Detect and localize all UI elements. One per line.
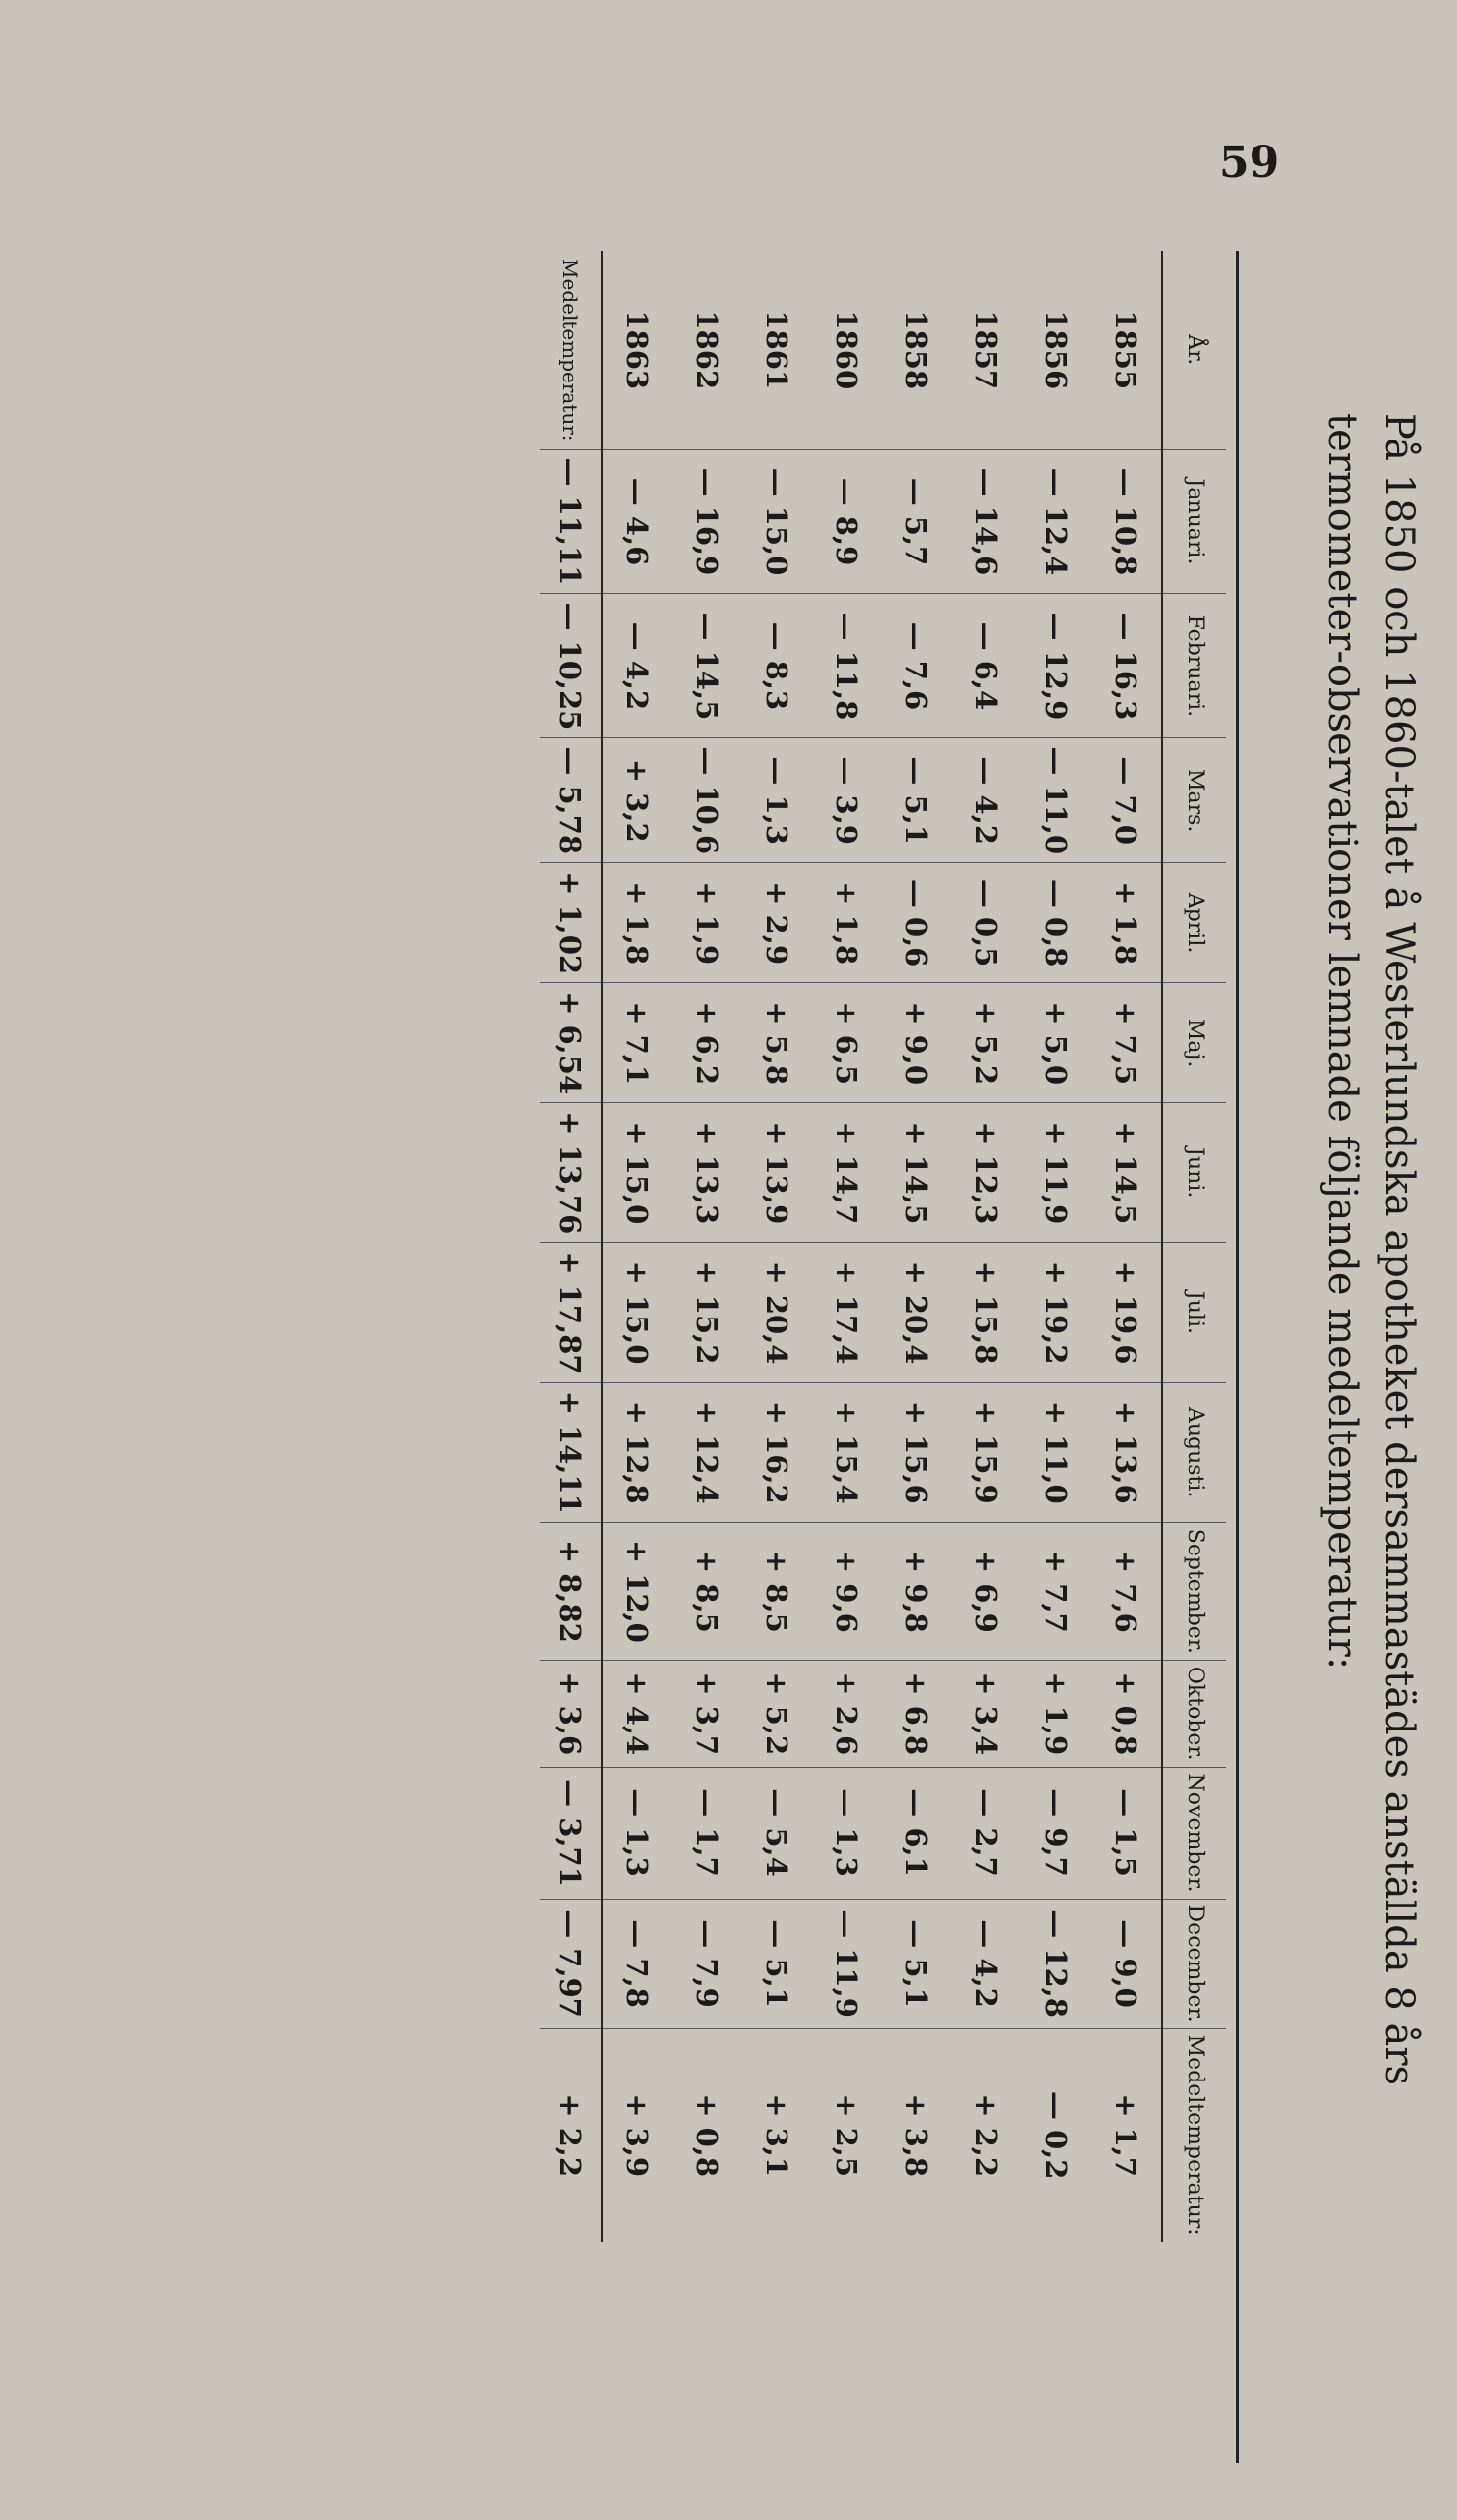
value-cell: + 7,1 <box>602 983 672 1103</box>
year-cell: 1860 <box>830 310 864 390</box>
column-header: Medeltemperatur: <box>1162 2028 1226 2242</box>
table-row <box>952 251 1021 2242</box>
value-cell: — 11,9 <box>812 1899 882 2028</box>
value-cell: + 13,9 <box>742 1103 812 1243</box>
value-cell: + 15,9 <box>952 1382 1021 1522</box>
value-cell: + 15,0 <box>602 1243 672 1382</box>
value-cell: — 8,9 <box>812 449 882 594</box>
value-cell: + 1,8 <box>1091 863 1162 983</box>
value-cell: + 9,0 <box>882 983 952 1103</box>
value-cell: — 1,7 <box>672 1767 742 1899</box>
column-header: September. <box>1162 1522 1226 1660</box>
table-row <box>742 251 812 2242</box>
value-cell: + 20,4 <box>882 1243 952 1382</box>
value-cell: + 2,9 <box>742 863 812 983</box>
value-cell: + 1,9 <box>1021 1660 1091 1767</box>
value-cell: — 2,7 <box>952 1767 1021 1899</box>
value-cell: — 10,6 <box>672 738 742 863</box>
column-header: Januari. <box>1162 449 1226 594</box>
value-cell: + 15,2 <box>672 1243 742 1382</box>
value-cell: — 9,0 <box>1091 1899 1162 2028</box>
value-cell: + 14,5 <box>1091 1103 1162 1243</box>
value-cell: — 12,4 <box>1021 449 1091 594</box>
column-header: Februari. <box>1162 594 1226 738</box>
value-cell: — 15,0 <box>742 449 812 594</box>
mean-value-cell: — 7,97 <box>540 1899 602 2028</box>
value-cell: — 12,9 <box>1021 594 1091 738</box>
value-cell: + 6,8 <box>882 1660 952 1767</box>
mean-value-cell: — 3,71 <box>540 1767 602 1899</box>
value-cell: — 6,1 <box>882 1767 952 1899</box>
value-cell: — 3,9 <box>812 738 882 863</box>
value-cell: — 4,2 <box>952 1899 1021 2028</box>
value-cell: — 1,3 <box>812 1767 882 1899</box>
mean-value-cell: + 13,76 <box>540 1103 602 1243</box>
year-cell: 1855 <box>1109 310 1143 390</box>
column-header: December. <box>1162 1899 1226 2028</box>
mean-value-cell: + 8,82 <box>540 1522 602 1660</box>
value-cell: + 8,5 <box>742 1522 812 1660</box>
column-header: Juni. <box>1162 1103 1226 1243</box>
value-cell: + 20,4 <box>742 1243 812 1382</box>
column-header: Augusti. <box>1162 1382 1226 1522</box>
value-cell: + 3,9 <box>602 2028 672 2242</box>
value-cell: — 4,2 <box>952 738 1021 863</box>
value-cell: — 0,8 <box>1021 863 1091 983</box>
value-cell: + 15,0 <box>602 1103 672 1243</box>
value-cell: + 0,8 <box>1091 1660 1162 1767</box>
value-cell: — 5,1 <box>882 738 952 863</box>
value-cell: — 1,3 <box>602 1767 672 1899</box>
value-cell: + 12,8 <box>602 1382 672 1522</box>
value-cell: — 5,4 <box>742 1767 812 1899</box>
table-row <box>1091 251 1162 2242</box>
value-cell: — 0,2 <box>1021 2028 1091 2242</box>
value-cell: — 1,5 <box>1091 1767 1162 1899</box>
mean-value-cell: + 2,2 <box>540 2028 602 2242</box>
value-cell: — 7,8 <box>602 1899 672 2028</box>
value-cell: + 15,6 <box>882 1382 952 1522</box>
value-cell: — 9,7 <box>1021 1767 1091 1899</box>
table-title: På 1850 och 1860-talet å Westerlundska apotheket dersammastädes anställda 8 års termometer-observationer lemnade följande medeltemperatur: <box>1319 413 1422 2086</box>
table-row <box>812 251 882 2242</box>
value-cell: + 3,7 <box>672 1660 742 1767</box>
column-header: November. <box>1162 1767 1226 1899</box>
column-header: Juli. <box>1162 1243 1226 1382</box>
mean-value-cell: + 14,11 <box>540 1382 602 1522</box>
mean-value-cell: + 3,6 <box>540 1660 602 1767</box>
value-cell: + 8,5 <box>672 1522 742 1660</box>
year-cell: 1862 <box>690 310 725 390</box>
value-cell: — 11,8 <box>812 594 882 738</box>
value-cell: + 3,1 <box>742 2028 812 2242</box>
value-cell: — 4,2 <box>602 594 672 738</box>
value-cell: + 4,4 <box>602 1660 672 1767</box>
mean-value-cell: + 6,54 <box>540 983 602 1103</box>
mean-value-cell: + 17,87 <box>540 1243 602 1382</box>
value-cell: + 7,7 <box>1021 1522 1091 1660</box>
value-cell: — 8,3 <box>742 594 812 738</box>
value-cell: + 19,2 <box>1021 1243 1091 1382</box>
value-cell: + 11,9 <box>1021 1103 1091 1243</box>
value-cell: + 7,6 <box>1091 1522 1162 1660</box>
column-header: År. <box>1162 251 1226 449</box>
value-cell: + 1,8 <box>602 863 672 983</box>
value-cell: + 17,4 <box>812 1243 882 1382</box>
value-cell: + 5,2 <box>952 983 1021 1103</box>
value-cell: + 3,8 <box>882 2028 952 2242</box>
mean-row <box>540 251 602 2242</box>
value-cell: — 12,8 <box>1021 1899 1091 2028</box>
mean-value-cell: — 10,25 <box>540 594 602 738</box>
value-cell: — 7,0 <box>1091 738 1162 863</box>
column-header: April. <box>1162 863 1226 983</box>
year-cell: 1863 <box>620 310 655 390</box>
value-cell: + 15,4 <box>812 1382 882 1522</box>
value-cell: + 5,8 <box>742 983 812 1103</box>
value-cell: + 1,9 <box>672 863 742 983</box>
table-row <box>602 251 672 2242</box>
value-cell: + 1,7 <box>1091 2028 1162 2242</box>
value-cell: + 15,8 <box>952 1243 1021 1382</box>
column-header: Oktober. <box>1162 1660 1226 1767</box>
mean-value-cell: — 11,11 <box>540 449 602 594</box>
table-body <box>540 251 1162 2242</box>
value-cell: — 0,6 <box>882 863 952 983</box>
table-row <box>882 251 952 2242</box>
value-cell: + 6,5 <box>812 983 882 1103</box>
value-cell: + 2,6 <box>812 1660 882 1767</box>
year-cell: 1858 <box>900 310 934 390</box>
value-cell: + 3,4 <box>952 1660 1021 1767</box>
value-cell: + 12,4 <box>672 1382 742 1522</box>
value-cell: + 13,3 <box>672 1103 742 1243</box>
value-cell: + 9,6 <box>812 1522 882 1660</box>
value-cell: + 9,8 <box>882 1522 952 1660</box>
value-cell: — 7,9 <box>672 1899 742 2028</box>
mean-label: Medeltemperatur: <box>540 251 602 449</box>
mean-value-cell: — 5,78 <box>540 738 602 863</box>
year-cell: 1857 <box>969 310 1004 390</box>
value-cell: + 16,2 <box>742 1382 812 1522</box>
value-cell: + 11,0 <box>1021 1382 1091 1522</box>
value-cell: + 3,2 <box>602 738 672 863</box>
value-cell: + 14,5 <box>882 1103 952 1243</box>
value-cell: — 1,3 <box>742 738 812 863</box>
value-cell: — 4,6 <box>602 449 672 594</box>
year-cell: 1856 <box>1039 310 1074 390</box>
table-header-row <box>1162 251 1226 2242</box>
temperature-table <box>540 251 1226 2242</box>
value-cell: + 12,3 <box>952 1103 1021 1243</box>
value-cell: + 2,2 <box>952 2028 1021 2242</box>
value-cell: + 6,2 <box>672 983 742 1103</box>
value-cell: — 5,7 <box>882 449 952 594</box>
page-number: 59 <box>1219 138 1280 188</box>
value-cell: — 10,8 <box>1091 449 1162 594</box>
value-cell: — 14,6 <box>952 449 1021 594</box>
value-cell: + 14,7 <box>812 1103 882 1243</box>
value-cell: — 6,4 <box>952 594 1021 738</box>
value-cell: + 5,0 <box>1021 983 1091 1103</box>
value-cell: + 7,5 <box>1091 983 1162 1103</box>
value-cell: — 7,6 <box>882 594 952 738</box>
value-cell: + 5,2 <box>742 1660 812 1767</box>
table-row <box>672 251 742 2242</box>
column-header: Mars. <box>1162 738 1226 863</box>
value-cell: + 13,6 <box>1091 1382 1162 1522</box>
value-cell: — 16,9 <box>672 449 742 594</box>
value-cell: + 6,9 <box>952 1522 1021 1660</box>
value-cell: — 14,5 <box>672 594 742 738</box>
value-cell: — 11,0 <box>1021 738 1091 863</box>
value-cell: — 16,3 <box>1091 594 1162 738</box>
table-row <box>1021 251 1091 2242</box>
table-top-rule <box>1236 251 1239 2463</box>
value-cell: + 1,8 <box>812 863 882 983</box>
mean-value-cell: + 1,02 <box>540 863 602 983</box>
year-cell: 1861 <box>760 310 794 390</box>
value-cell: + 19,6 <box>1091 1243 1162 1382</box>
value-cell: + 12,0 <box>602 1522 672 1660</box>
value-cell: + 2,5 <box>812 2028 882 2242</box>
value-cell: — 5,1 <box>882 1899 952 2028</box>
value-cell: — 5,1 <box>742 1899 812 2028</box>
value-cell: + 0,8 <box>672 2028 742 2242</box>
column-header: Maj. <box>1162 983 1226 1103</box>
value-cell: — 0,5 <box>952 863 1021 983</box>
